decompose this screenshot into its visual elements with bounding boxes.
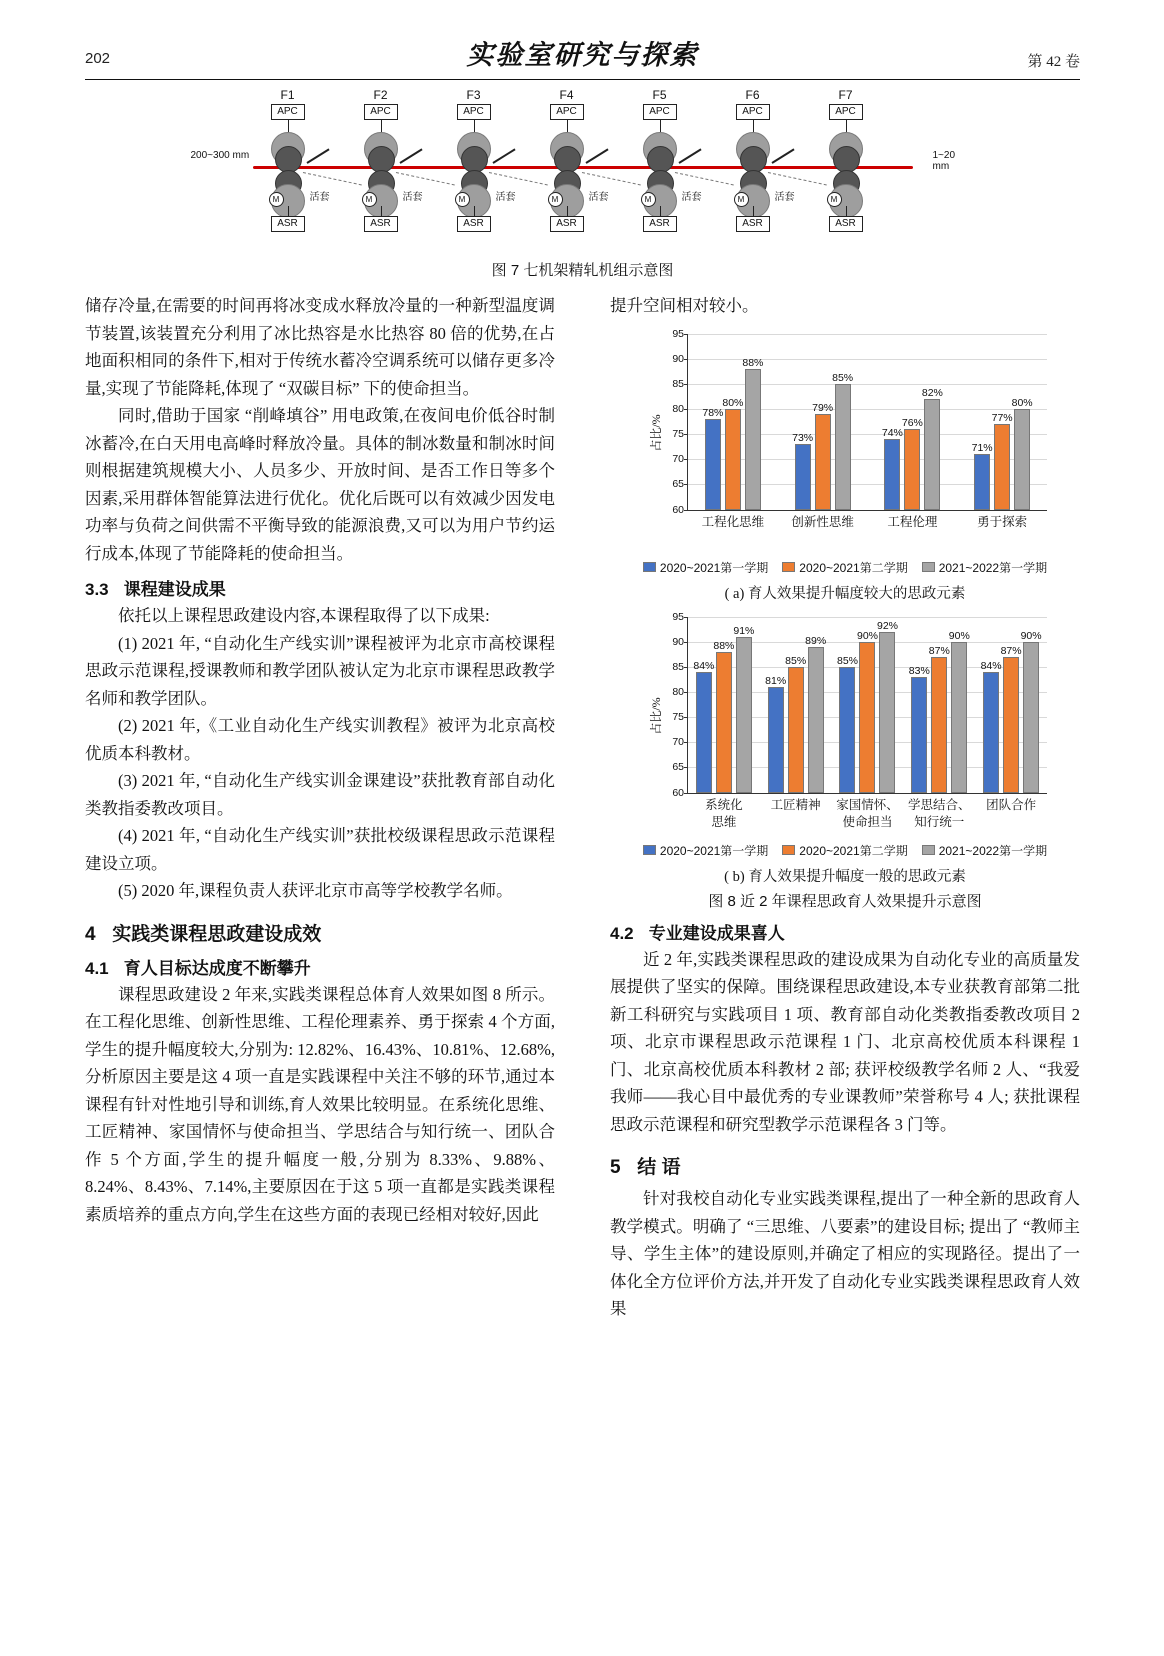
- stand-label: F4: [559, 88, 574, 102]
- volume-label: 第 42 卷: [1027, 54, 1080, 70]
- legend-swatch: [782, 845, 795, 855]
- apc-box: APC: [736, 104, 770, 120]
- backup-roller: [554, 146, 581, 173]
- stand-label: F5: [652, 88, 667, 102]
- x-tick-label: 系统化 思维: [705, 797, 743, 829]
- connector-line: [846, 120, 847, 132]
- heading-number: 4: [85, 923, 96, 945]
- legend-label: 2020~2021第二学期: [799, 843, 908, 858]
- figure-7-caption: 图 7 七机架精轧机组示意图: [491, 262, 674, 279]
- heading-text: 实践类课程思政建设成效: [112, 923, 322, 945]
- bar: [836, 654, 858, 793]
- bar: [722, 396, 744, 510]
- heading-number: 4.1: [85, 958, 109, 978]
- asr-box: ASR: [550, 216, 584, 232]
- x-tick-label: 家国情怀、 使命担当: [836, 797, 899, 829]
- paragraph: (4) 2021 年, “自动化生产线实训”获批校级课程思政示范课程建设立项。: [85, 826, 555, 873]
- apc-box: APC: [550, 104, 584, 120]
- x-tick-label: 工程伦理: [887, 514, 938, 529]
- apc-box: APC: [271, 104, 305, 120]
- bar: [908, 664, 930, 793]
- plot-area: [672, 327, 1047, 529]
- bar-value-label: 90%: [1020, 629, 1042, 642]
- motor-icon: M: [362, 192, 377, 207]
- legend-item: [782, 842, 907, 859]
- backup-roller: [647, 146, 674, 173]
- loop-label: 活套: [402, 188, 424, 203]
- looper-arm: [306, 148, 329, 163]
- bar-value-label: 92%: [876, 619, 898, 632]
- bar: [713, 639, 735, 793]
- apc-box: APC: [829, 104, 863, 120]
- connector-line: [567, 206, 568, 216]
- figure-8b: [610, 609, 1080, 911]
- figure-8-caption: 图 8 近 2 年课程思政育人效果提升示意图: [708, 892, 982, 910]
- paragraph: 提升空间相对较小。: [610, 296, 759, 315]
- y-tick-mark: [684, 510, 688, 511]
- stand-label: F6: [745, 88, 760, 102]
- connector-line: [660, 120, 661, 132]
- heading-number: 3.3: [85, 580, 109, 599]
- motor-icon: M: [827, 192, 842, 207]
- bar-value-label: 71%: [971, 442, 993, 455]
- backup-roller: [740, 146, 767, 173]
- legend-label: 2021~2022第一学期: [938, 843, 1048, 858]
- bar: [971, 442, 993, 509]
- header-divider: [85, 79, 1080, 80]
- bar-group: [903, 617, 975, 829]
- legend-item: [922, 559, 1047, 576]
- y-tick-label: 95: [672, 610, 684, 623]
- x-tick-label: 勇于探索: [977, 514, 1028, 529]
- paragraph: (1) 2021 年, “自动化生产线实训”课程被评为北京市高校课程思政示范课程,授课教师和教学团队被认定为北京市课程思政教学名师和教学团队。: [85, 633, 555, 708]
- bar: [991, 412, 1013, 509]
- connector-line: [288, 206, 289, 216]
- x-tick-label: 创新性思维: [791, 514, 854, 529]
- legend-swatch: [922, 562, 935, 572]
- dashed-link: [488, 172, 547, 185]
- bar: [733, 624, 755, 793]
- legend-item: [643, 559, 768, 576]
- backup-roller: [275, 146, 302, 173]
- heading-4: [85, 919, 555, 946]
- bar: [702, 407, 724, 510]
- right-dimension-label: 1~20 mm: [932, 150, 956, 172]
- figure-8a-caption: ( a) 育人效果提升幅度较大的思政元素: [724, 585, 966, 602]
- page-header: [85, 28, 1080, 80]
- y-tick-label: 70: [672, 736, 684, 749]
- bar-value-label: 83%: [908, 664, 930, 677]
- stand-label: F2: [373, 88, 388, 102]
- motor-icon: M: [641, 192, 656, 207]
- bar: [765, 674, 787, 793]
- bar-group: [778, 334, 868, 529]
- bar-group: [957, 334, 1047, 529]
- paragraph: 同时,借助于国家 “削峰填谷” 用电政策,在夜间电价低谷时制冰蓄冷,在白天用电高峰时释放冷量。具体的制冰数量和制冰时间则根据建筑规模大小、人员多少、开放时间、是否工作日等多个因素,采用群体智能算法进行优化。优化后既可以有效减少因发电功率与负荷之间供需不平衡导致的能源浪费,又可以为用户节约运行成本,体现了节能降耗的使命担当。: [85, 406, 555, 563]
- y-axis-label: 占比/%: [649, 697, 664, 735]
- bar-value-label: 74%: [881, 427, 903, 440]
- legend-item: [643, 842, 768, 859]
- paragraph: 储存冷量,在需要的时间再将冰变成水释放冷量的一种新型温度调节装置,该装置充分利用了冰比热容是水比热容 80 倍的优势,在占地面积相同的条件下,相对于传统水蓄冷空调系统可以储存更多冷量,实现了节能降耗,体现了 “双碳目标” 下的使命担当。: [85, 296, 555, 398]
- heading-5: [610, 1152, 1080, 1179]
- y-tick-label: 80: [672, 402, 684, 415]
- bar-value-label: 85%: [785, 654, 807, 667]
- connector-line: [753, 206, 754, 216]
- motor-icon: M: [455, 192, 470, 207]
- legend-item: [922, 842, 1047, 859]
- looper-arm: [492, 148, 515, 163]
- y-tick-label: 85: [672, 377, 684, 390]
- connector-line: [288, 120, 289, 132]
- bar-value-label: 90%: [856, 629, 878, 642]
- loop-label: 活套: [588, 188, 610, 203]
- looper-arm: [678, 148, 701, 163]
- bar: [856, 629, 878, 793]
- legend-label: 2021~2022第一学期: [938, 560, 1048, 575]
- asr-box: ASR: [271, 216, 305, 232]
- connector-line: [381, 206, 382, 216]
- bar: [921, 386, 943, 510]
- bar-value-label: 85%: [832, 371, 854, 384]
- figure-7: [85, 88, 1080, 283]
- bar: [805, 634, 827, 793]
- bar: [876, 619, 898, 793]
- connector-line: [846, 206, 847, 216]
- bar-group: [975, 617, 1047, 812]
- bar: [1011, 396, 1033, 510]
- apc-box: APC: [457, 104, 491, 120]
- legend-label: 2020~2021第一学期: [659, 560, 769, 575]
- bar: [832, 371, 854, 510]
- heading-text: 课程建设成果: [123, 580, 226, 599]
- paragraph: (2) 2021 年,《工业自动化生产线实训教程》被评为北京高校优质本科教材。: [85, 716, 555, 763]
- loop-label: 活套: [495, 188, 517, 203]
- legend-label: 2020~2021第一学期: [659, 843, 769, 858]
- chart-a: [635, 326, 1055, 541]
- heading-4-2: [610, 919, 1080, 944]
- loop-label: 活套: [309, 188, 331, 203]
- paragraph: (5) 2020 年,课程负责人获评北京市高等学校教学名师。: [118, 881, 513, 900]
- stand-label: F1: [280, 88, 295, 102]
- bar-value-label: 84%: [693, 659, 715, 672]
- chart-b-legend: [610, 842, 1080, 859]
- looper-arm: [585, 148, 608, 163]
- legend-swatch: [922, 845, 935, 855]
- bar-group: [868, 334, 958, 529]
- asr-box: ASR: [457, 216, 491, 232]
- bar-value-label: 89%: [805, 634, 827, 647]
- apc-box: APC: [643, 104, 677, 120]
- bar-value-label: 85%: [836, 654, 858, 667]
- y-tick-label: 80: [672, 685, 684, 698]
- paragraph: 近 2 年,实践类课程思政的建设成果为自动化专业的高质量发展提供了坚实的保障。围绕课程思政建设,本专业获教育部第二批新工科研究与实践项目 1 项、教育部自动化类教指委教改项目 2 项、北京市课程思政示范课程 1 门、北京高校优质本科课程 1 门、北京高校优质本科教材 2 部; 获评校级教学名师 2 人、“我爱我师——我心目中最优秀的专业课教师”荣誉称号 4 人; 获批课程思政示范课程和研究型教学示范课程各 3 门等。: [610, 949, 1080, 1134]
- backup-roller: [833, 146, 860, 173]
- bar-group: [832, 617, 904, 829]
- y-axis-label: 占比/%: [649, 414, 664, 452]
- bar: [792, 432, 814, 509]
- bar: [812, 401, 834, 510]
- bar-group: [760, 617, 832, 812]
- legend-label: 2020~2021第二学期: [799, 560, 908, 575]
- bar-value-label: 77%: [991, 412, 1013, 425]
- legend-item: [782, 559, 907, 576]
- heading-text: 育人目标达成度不断攀升: [123, 958, 311, 978]
- connector-line: [474, 206, 475, 216]
- motor-icon: M: [548, 192, 563, 207]
- connector-line: [381, 120, 382, 132]
- chart-a-legend: [610, 559, 1080, 576]
- bar: [980, 659, 1002, 793]
- motor-icon: M: [269, 192, 284, 207]
- bar-value-label: 87%: [928, 644, 950, 657]
- bar-value-label: 79%: [812, 401, 834, 414]
- dashed-link: [674, 172, 733, 185]
- left-dimension-label: 200~300 mm: [190, 150, 250, 161]
- paragraph: 针对我校自动化专业实践类课程,提出了一种全新的思政育人教学模式。明确了 “三思维、八要素”的建设目标; 提出了 “教师主导、学生主体”的建设原则,并确定了相应的实现路径。提出了一体化全方位评价方法,并开发了自动化专业实践类课程思政育人效果: [610, 1189, 1080, 1318]
- figure-8a: [610, 326, 1080, 603]
- left-column: [85, 292, 555, 1228]
- y-tick-label: 65: [672, 761, 684, 774]
- dashed-link: [581, 172, 640, 185]
- bar-group: [688, 617, 760, 829]
- x-tick-label: 团队合作: [986, 797, 1037, 812]
- loop-label: 活套: [681, 188, 703, 203]
- bar-value-label: 90%: [948, 629, 970, 642]
- looper-arm: [771, 148, 794, 163]
- dashed-link: [395, 172, 454, 185]
- looper-arm: [399, 148, 422, 163]
- bar-value-label: 82%: [921, 386, 943, 399]
- plot-area: [672, 610, 1047, 829]
- y-tick-mark: [684, 793, 688, 794]
- backup-roller: [461, 146, 488, 173]
- paragraph: 依托以上课程思政建设内容,本课程取得了以下成果:: [118, 606, 490, 625]
- legend-swatch: [643, 845, 656, 855]
- asr-box: ASR: [736, 216, 770, 232]
- figure-8b-caption: ( b) 育人效果提升幅度一般的思政元素: [724, 868, 966, 885]
- heading-4-1: [85, 954, 555, 979]
- page-number: 202: [85, 50, 111, 67]
- bar: [1020, 629, 1042, 793]
- bar: [901, 417, 923, 509]
- journal-title: 实验室研究与探索: [466, 40, 699, 71]
- stand-label: F3: [466, 88, 481, 102]
- legend-swatch: [643, 562, 656, 572]
- bar-value-label: 80%: [1011, 396, 1033, 409]
- paragraph: 课程思政建设 2 年来,实践类课程总体育人效果如图 8 所示。在工程化思维、创新性思维、工程伦理素养、勇于探索 4 个方面,学生的提升幅度较大,分别为: 12.82%、16.43%、10.81%、12.68%,分析原因主要是这 4 项一直是实践课程中关注不够的环节,通过本课程有针对性地引导和训练,育人效果比较明显。在系统化思维、工匠精神、家国情怀与使命担当、学思结合与知行统一、团队合作 5 个方面,学生的提升幅度一般,分别为 8.33%、9.88%、8.24%、8.43%、7.14%,主要原因在于这 5 项一直都是实践类课程素质培养的重点方向,学生在这些方面的表现已经相对较好,因此: [85, 984, 555, 1224]
- x-tick-label: 工程化思维: [701, 514, 765, 529]
- bar-value-label: 84%: [980, 659, 1002, 672]
- x-tick-label: 学思结合、 知行统一: [908, 797, 971, 829]
- y-tick-label: 75: [672, 711, 684, 724]
- bar-value-label: 81%: [765, 674, 787, 687]
- connector-line: [660, 206, 661, 216]
- figure-7-diagram: [190, 88, 956, 253]
- connector-line: [753, 120, 754, 132]
- motor-icon: M: [734, 192, 749, 207]
- bar: [1000, 644, 1022, 793]
- connector-line: [474, 120, 475, 132]
- bar-value-label: 88%: [713, 639, 735, 652]
- heading-number: 5: [610, 1157, 621, 1178]
- x-tick-label: 工匠精神: [770, 797, 821, 812]
- strip-line: [253, 166, 913, 169]
- bar-value-label: 87%: [1000, 644, 1022, 657]
- connector-line: [567, 120, 568, 132]
- asr-box: ASR: [643, 216, 677, 232]
- bar: [742, 356, 764, 510]
- bar-value-label: 78%: [702, 407, 724, 419]
- bar-value-label: 80%: [722, 396, 744, 409]
- bar-group: [688, 334, 778, 529]
- y-tick-label: 75: [672, 428, 684, 441]
- y-tick-label: 90: [672, 352, 684, 365]
- bar: [785, 654, 807, 793]
- chart-b: [635, 609, 1055, 829]
- heading-text: 结 语: [637, 1157, 681, 1178]
- y-tick-label: 95: [672, 327, 684, 340]
- heading-3-3: [85, 575, 555, 600]
- dashed-link: [767, 172, 826, 185]
- y-tick-label: 70: [672, 453, 684, 466]
- bar-value-label: 76%: [901, 417, 923, 430]
- y-tick-label: 60: [672, 786, 684, 799]
- bar: [928, 644, 950, 793]
- right-column: [610, 292, 1080, 1323]
- asr-box: ASR: [829, 216, 863, 232]
- apc-box: APC: [364, 104, 398, 120]
- heading-number: 4.2: [610, 923, 634, 943]
- bar: [948, 629, 970, 793]
- stand-label: F7: [838, 88, 853, 102]
- loop-label: 活套: [774, 188, 796, 203]
- bar-value-label: 73%: [792, 432, 814, 445]
- y-tick-label: 90: [672, 635, 684, 648]
- bar: [693, 659, 715, 793]
- bar: [881, 427, 903, 509]
- paragraph: (3) 2021 年, “自动化生产线实训金课建设”获批教育部自动化类教指委教改项目。: [85, 771, 555, 818]
- asr-box: ASR: [364, 216, 398, 232]
- dashed-link: [302, 172, 361, 185]
- bar-value-label: 91%: [733, 624, 755, 637]
- bar-value-label: 88%: [742, 356, 764, 369]
- y-tick-label: 60: [672, 503, 684, 516]
- heading-text: 专业建设成果喜人: [648, 923, 785, 943]
- y-tick-label: 65: [672, 478, 684, 491]
- legend-swatch: [782, 562, 795, 572]
- backup-roller: [368, 146, 395, 173]
- y-tick-label: 85: [672, 660, 684, 673]
